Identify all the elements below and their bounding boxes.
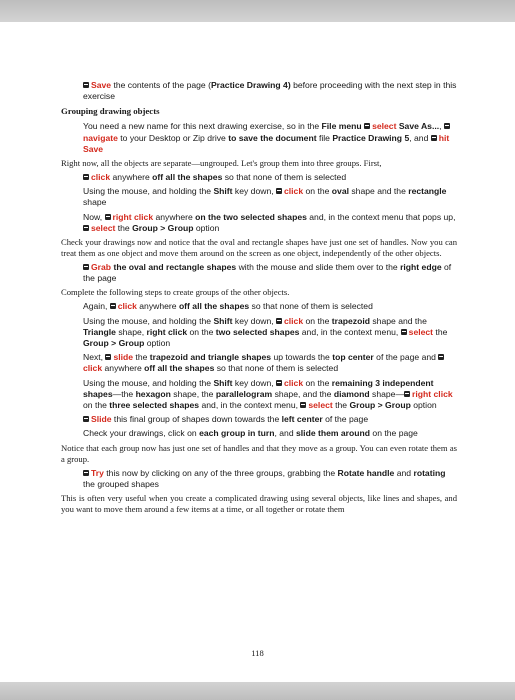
step-bullet-icon bbox=[105, 214, 111, 220]
step-bullet-icon bbox=[431, 135, 437, 141]
step-bullet-icon bbox=[83, 82, 89, 88]
step-check: Check your drawings, click on each group in turn, and slide them around on the page bbox=[83, 428, 418, 439]
step-save-as: You need a new name for this next drawing exercise, so in the File menu select Save As..., navigate to your Desktop or Zip drive to save the document file Practice Drawing 5, and hit Save bbox=[83, 121, 450, 154]
paragraph: Complete the following steps to create groups of the other objects. bbox=[61, 287, 290, 298]
step-deselect-again: Again, click anywhere off all the shapes so that none of them is selected bbox=[83, 301, 373, 312]
step-bullet-icon bbox=[83, 416, 89, 422]
step-bullet-icon bbox=[83, 225, 89, 231]
step-bullet-icon bbox=[276, 188, 282, 194]
step-group-remaining: Using the mouse, and holding the Shift key down, click on the remaining 3 independent shapes—the hexagon shape, the parallelogram shape, and the diamond shape— right click on the three selected shapes and, in the context menu, select the Group > Group option bbox=[83, 377, 453, 411]
paragraph: Notice that each group now has just one set of handles and that they move as a group. You can even rotate them as a group. bbox=[61, 442, 457, 464]
step-bullet-icon bbox=[276, 318, 282, 324]
step-shift-click: Using the mouse, and holding the Shift key down, click on the oval shape and the rectangle shape bbox=[83, 186, 447, 208]
step-deselect: click anywhere off all the shapes so that none of them is selected bbox=[83, 172, 457, 183]
step-bullet-icon bbox=[300, 402, 306, 408]
step-bullet-icon bbox=[83, 470, 89, 476]
step-bullet-icon bbox=[444, 123, 450, 129]
step-bullet-icon bbox=[83, 264, 89, 270]
page-content bbox=[61, 80, 457, 518]
step-grab: Grab the oval and rectangle shapes with the mouse and slide them over to the right edge of the page bbox=[83, 262, 452, 284]
top-gray-band bbox=[0, 0, 515, 22]
step-bullet-icon bbox=[105, 354, 111, 360]
step-group: Now, right click anywhere on the two selected shapes and, in the context menu that pops up, select the Group > Group option bbox=[83, 211, 456, 233]
step-save: Save the contents of the page (Practice Drawing 4) before proceeding with the next step in this exercise bbox=[83, 80, 457, 102]
step-group-trapezoid: Using the mouse, and holding the Shift key down, click on the trapezoid shape and the Triangle shape, right click on the two selected shapes and, in the context menu, select the Group > Group option bbox=[83, 315, 448, 349]
bottom-gray-band bbox=[0, 682, 515, 700]
page-number: 118 bbox=[251, 648, 264, 658]
paragraph: This is often very useful when you create a complicated drawing using several objects, like lines and shapes, and you want to move them around a few items at a time, or all together or rotate them bbox=[61, 493, 457, 515]
step-bullet-icon bbox=[364, 123, 370, 129]
step-bullet-icon bbox=[404, 391, 410, 397]
document-page bbox=[0, 22, 515, 682]
paragraph: Right now, all the objects are separate—ungrouped. Let's group them into three groups. First, bbox=[61, 158, 382, 169]
section-heading: Grouping drawing objects bbox=[61, 106, 160, 117]
step-bullet-icon bbox=[276, 380, 282, 386]
step-bullet-icon bbox=[110, 303, 116, 309]
step-slide-up: Next, slide the trapezoid and triangle shapes up towards the top center of the page and click anywhere off all the shapes so that none of them is selected bbox=[83, 352, 457, 374]
step-slide-final: Slide this final group of shapes down towards the left center of the page bbox=[83, 414, 457, 425]
step-try: Try this now by clicking on any of the three groups, grabbing the Rotate handle and rotating the grouped shapes bbox=[83, 467, 446, 489]
step-bullet-icon bbox=[438, 354, 444, 360]
step-bullet-icon bbox=[83, 174, 89, 180]
step-bullet-icon bbox=[401, 329, 407, 335]
paragraph: Check your drawings now and notice that the oval and rectangle shapes have just one set of handles. Now you can treat them as one object and move them around on the screen as one object, independently of the other objects. bbox=[61, 237, 457, 259]
